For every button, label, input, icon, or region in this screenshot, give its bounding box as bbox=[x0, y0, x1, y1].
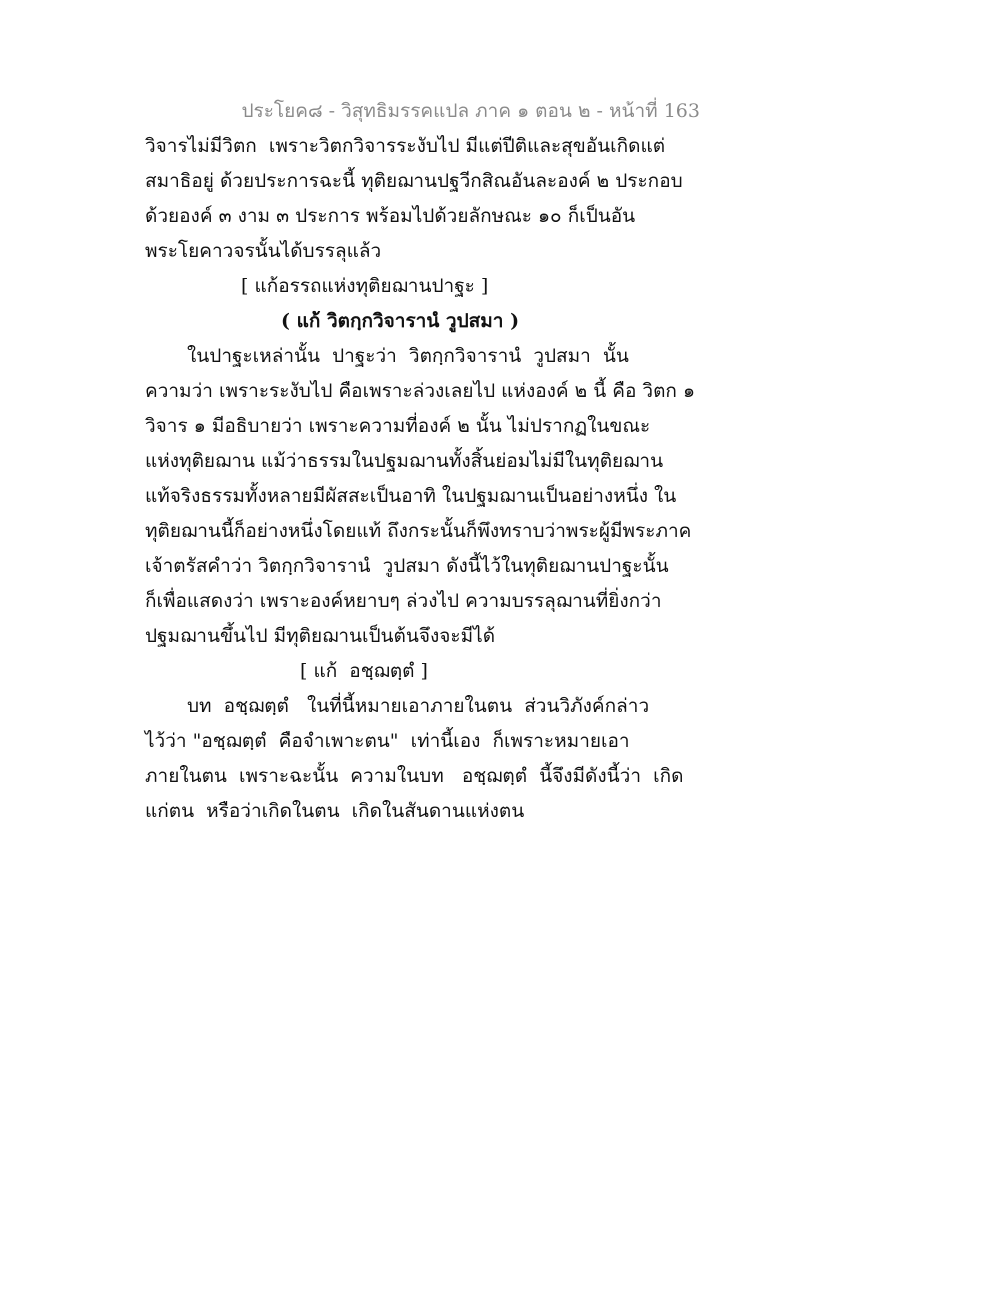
paragraph-line: ภายในตน เพราะฉะนั้น ความในบท อชฺฌตฺตํ นี้จึงมีดังนี้ว่า เกิด bbox=[145, 765, 684, 787]
paragraph-line: แก่ตน หรือว่าเกิดในตน เกิดในสันดานแห่งตน bbox=[145, 800, 525, 822]
paragraph-line: วิจารไม่มีวิตก เพราะวิตกวิจารระงับไป มีแต่ปีติและสุขอันเกิดแต่ bbox=[145, 135, 666, 157]
section-heading: [ แก้ อชฺฌตฺตํ ] bbox=[300, 660, 428, 682]
paragraph-line: แห่งทุติยฌาน แม้ว่าธรรมในปฐมฌานทั้งสิ้นย่อมไม่มีในทุติยฌาน bbox=[145, 450, 664, 472]
paragraph-line: ทุติยฌานนี้ก็อย่างหนึ่งโดยแท้ ถึงกระนั้นก็พึงทราบว่าพระผู้มีพระภาค bbox=[145, 520, 692, 542]
paragraph-line: พระโยคาวจรนั้นได้บรรลุแล้ว bbox=[145, 240, 382, 262]
page-header: ประโยค๘ - วิสุทธิมรรคแปล ภาค ๑ ตอน ๒ - หน้าที่ 163 bbox=[241, 100, 700, 122]
section-heading: [ แก้อรรถแห่งทุติยฌานปาฐะ ] bbox=[241, 275, 489, 297]
paragraph-line: วิจาร ๑ มีอธิบายว่า เพราะความที่องค์ ๒ นั้น ไม่ปรากฏในขณะ bbox=[145, 415, 651, 437]
subsection-heading: ( แก้ วิตกฺกวิจารานํ วูปสมา ) bbox=[281, 310, 520, 332]
paragraph-line: ไว้ว่า "อชฺฌตฺตํ คือจำเพาะตน" เท่านี้เอง ก็เพราะหมายเอา bbox=[145, 730, 630, 752]
paragraph-line: ปฐมฌานขึ้นไป มีทุติยฌานเป็นต้นจึงจะมีได้ bbox=[145, 625, 496, 647]
paragraph-line: แท้จริงธรรมทั้งหลายมีผัสสะเป็นอาทิ ในปฐมฌานเป็นอย่างหนึ่ง ใน bbox=[145, 485, 677, 507]
paragraph-line: ด้วยองค์ ๓ งาม ๓ ประการ พร้อมไปด้วยลักษณะ ๑๐ ก็เป็นอัน bbox=[145, 205, 636, 227]
paragraph-line: เจ้าตรัสคำว่า วิตกฺกวิจารานํ วูปสมา ดังนี้ไว้ในทุติยฌานปาฐะนั้น bbox=[145, 555, 669, 577]
paragraph-line: บท อชฺฌตฺตํ ในที่นี้หมายเอาภายในตน ส่วนวิภังค์กล่าว bbox=[187, 695, 650, 717]
paragraph-line: ในปาฐะเหล่านั้น ปาฐะว่า วิตกฺกวิจารานํ วูปสมา นั้น bbox=[187, 345, 629, 367]
paragraph-line: สมาธิอยู่ ด้วยประการฉะนี้ ทุติยฌานปฐวีกสิณอันละองค์ ๒ ประกอบ bbox=[145, 170, 683, 192]
page-body bbox=[145, 132, 705, 832]
paragraph-line: ความว่า เพราะระงับไป คือเพราะล่วงเลยไป แห่งองค์ ๒ นี้ คือ วิตก ๑ bbox=[145, 380, 696, 402]
paragraph-line: ก็เพื่อแสดงว่า เพราะองค์หยาบๆ ล่วงไป ความบรรลุฌานที่ยิ่งกว่า bbox=[145, 590, 662, 612]
